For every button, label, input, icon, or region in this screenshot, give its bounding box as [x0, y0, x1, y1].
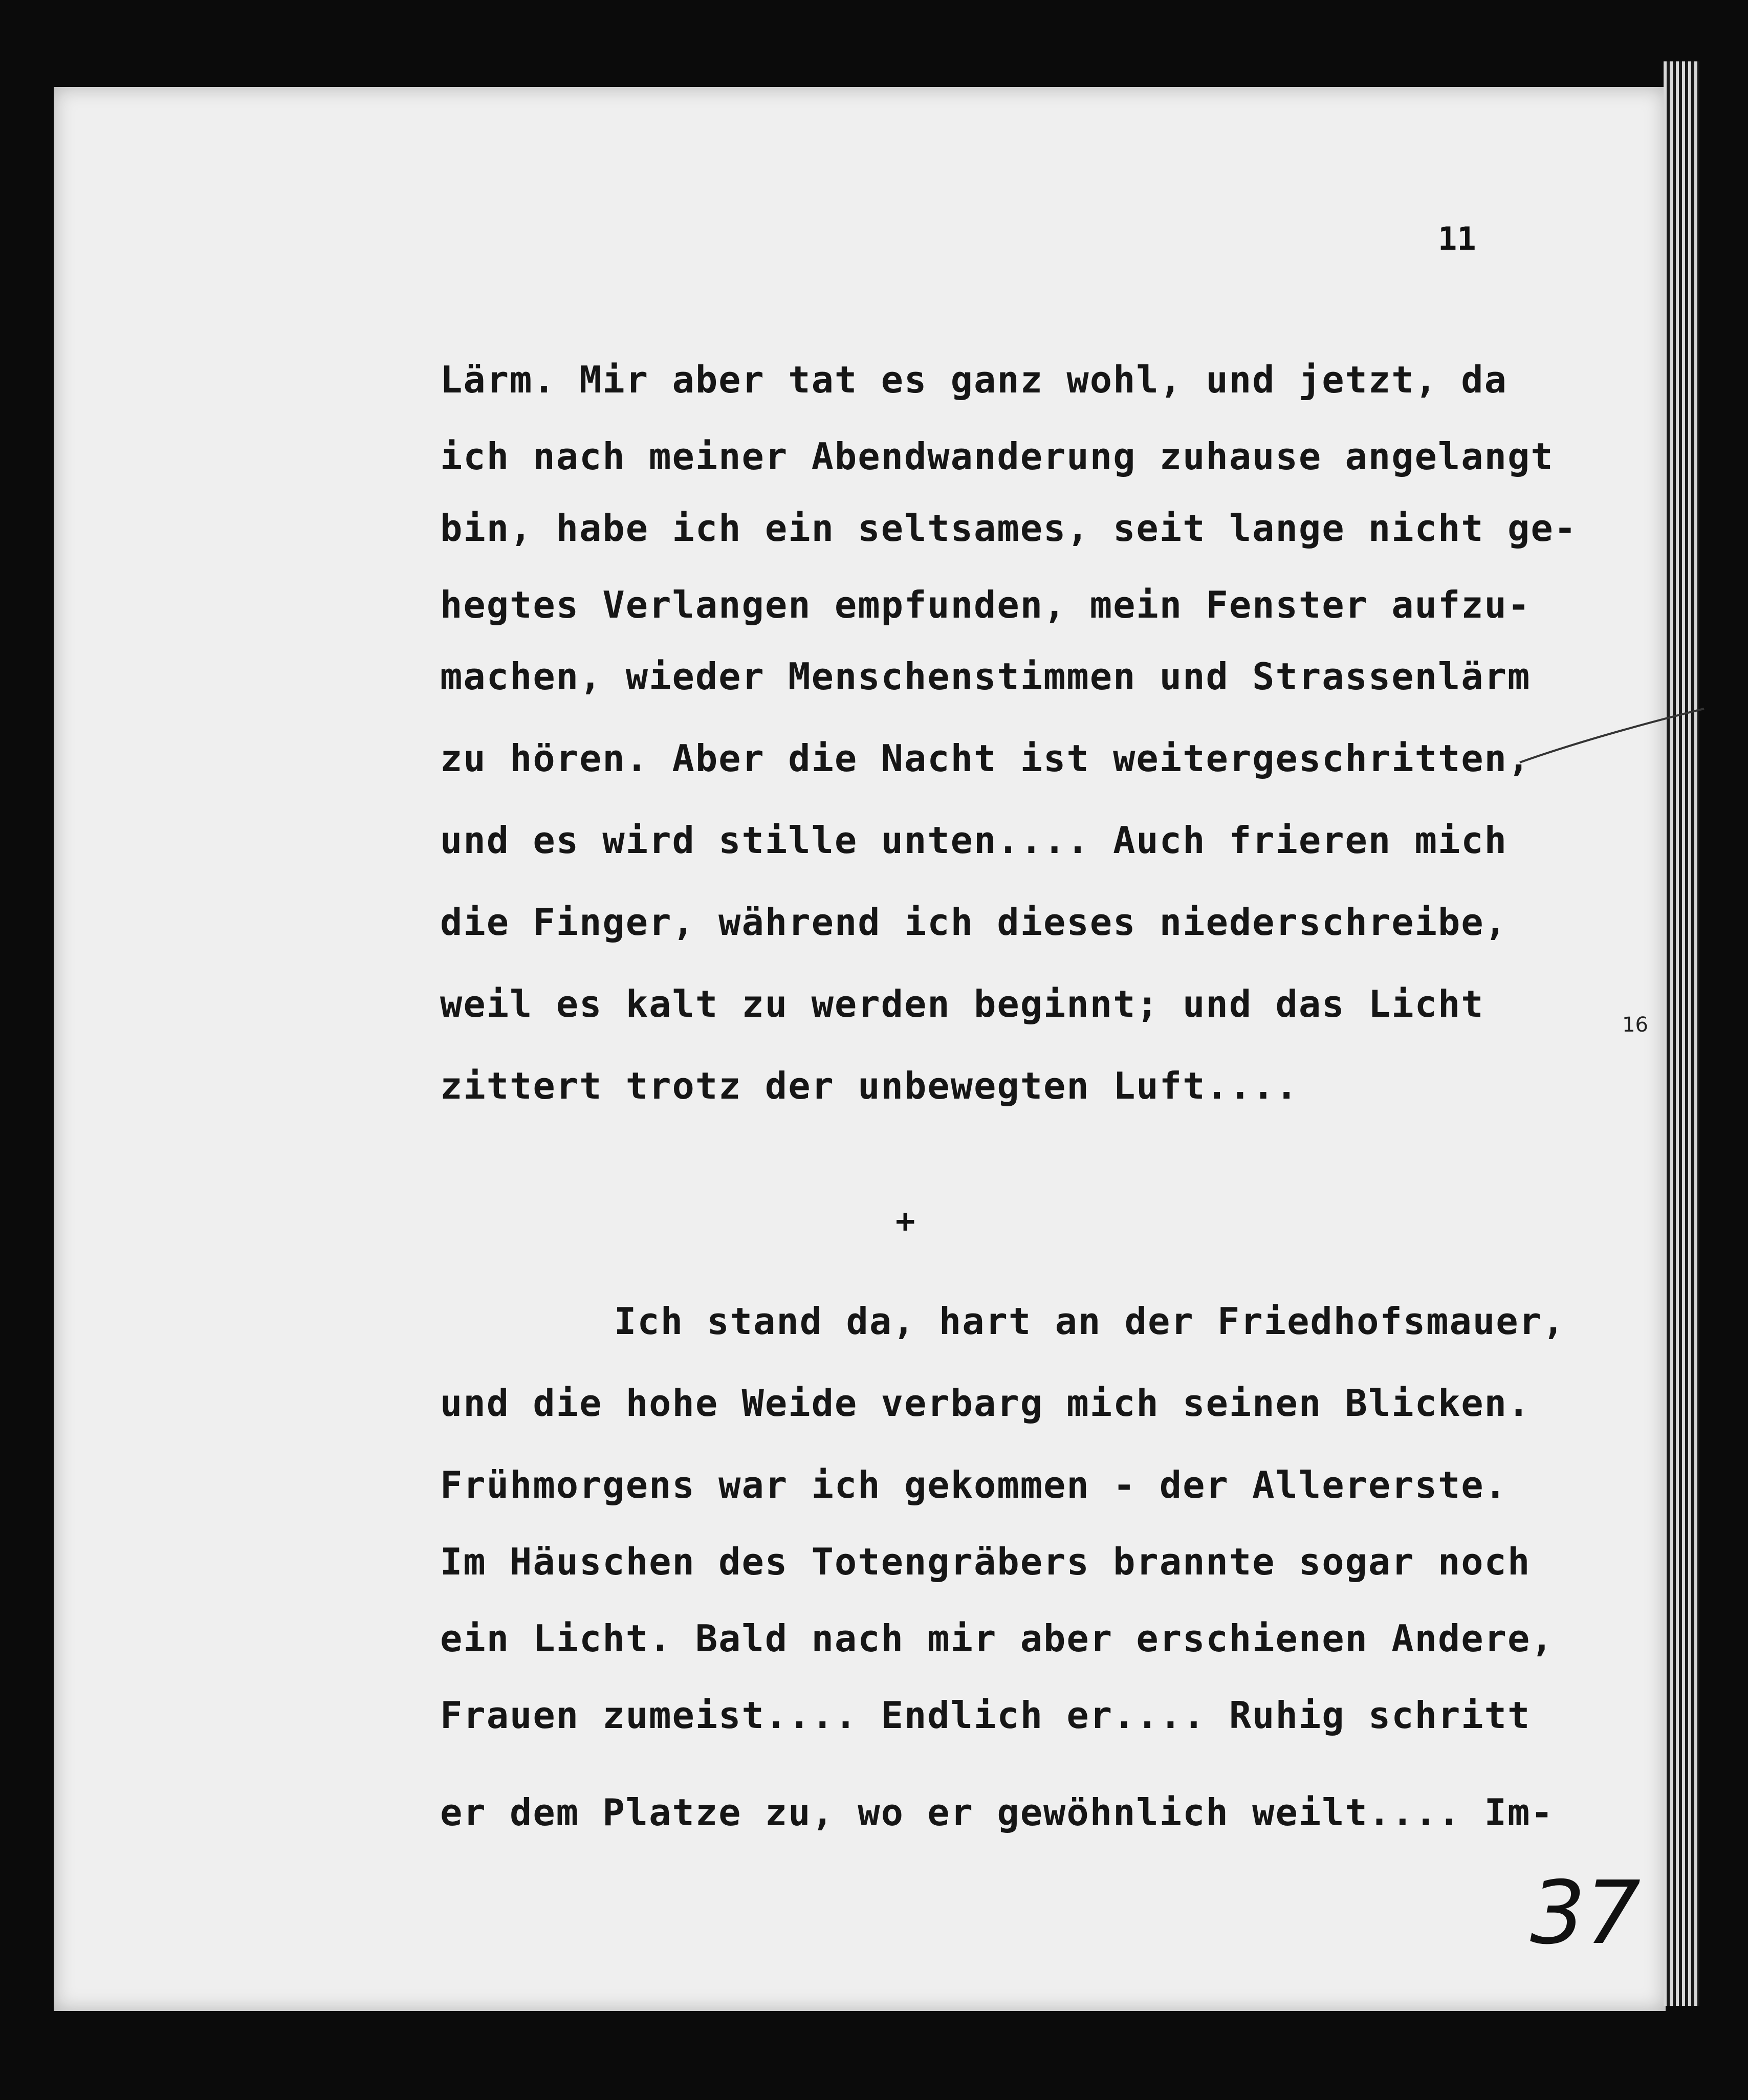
text-line: hegtes Verlangen empfunden, mein Fenster aufzu- — [440, 583, 1531, 626]
text-line: zittert trotz der unbewegten Luft.... — [440, 1064, 1299, 1107]
margin-note: 16 — [1622, 1013, 1648, 1037]
text-line: Frühmorgens war ich gekommen - der Allererste. — [440, 1463, 1507, 1506]
text-line: die Finger, während ich dieses niederschreibe, — [440, 901, 1507, 944]
text-line: und es wird stille unten.... Auch frieren mich — [440, 819, 1507, 862]
page-number: 11 — [1438, 220, 1476, 257]
text-line: weil es kalt zu werden beginnt; und das Licht — [440, 982, 1484, 1025]
section-separator: + — [895, 1202, 915, 1240]
text-line: machen, wieder Menschenstimmen und Strassenlärm — [440, 655, 1531, 698]
text-line: bin, habe ich ein seltsames, seit lange nicht ge- — [440, 507, 1578, 550]
text-line: Ich stand da, hart an der Friedhofsmauer, — [614, 1300, 1566, 1343]
text-line: und die hohe Weide verbarg mich seinen Blicken. — [440, 1382, 1531, 1425]
text-line: ich nach meiner Abendwanderung zuhause angelangt — [440, 435, 1554, 478]
archive-page-number: 37 — [1530, 1863, 1641, 1964]
text-line: Im Häuschen des Totengräbers brannte sogar noch — [440, 1540, 1531, 1583]
text-line: Lärm. Mir aber tat es ganz wohl, und jetzt, da — [440, 358, 1507, 401]
pencil-stroke-mark — [1515, 706, 1709, 768]
text-line: er dem Platze zu, wo er gewöhnlich weilt.... Im- — [440, 1791, 1554, 1834]
text-line: ein Licht. Bald nach mir aber erschienen Andere, — [440, 1617, 1554, 1660]
text-line: zu hören. Aber die Nacht ist weitergeschritten, — [440, 737, 1531, 780]
stacked-page-edges — [1664, 61, 1699, 2006]
text-line: Frauen zumeist.... Endlich er.... Ruhig schritt — [440, 1694, 1531, 1737]
